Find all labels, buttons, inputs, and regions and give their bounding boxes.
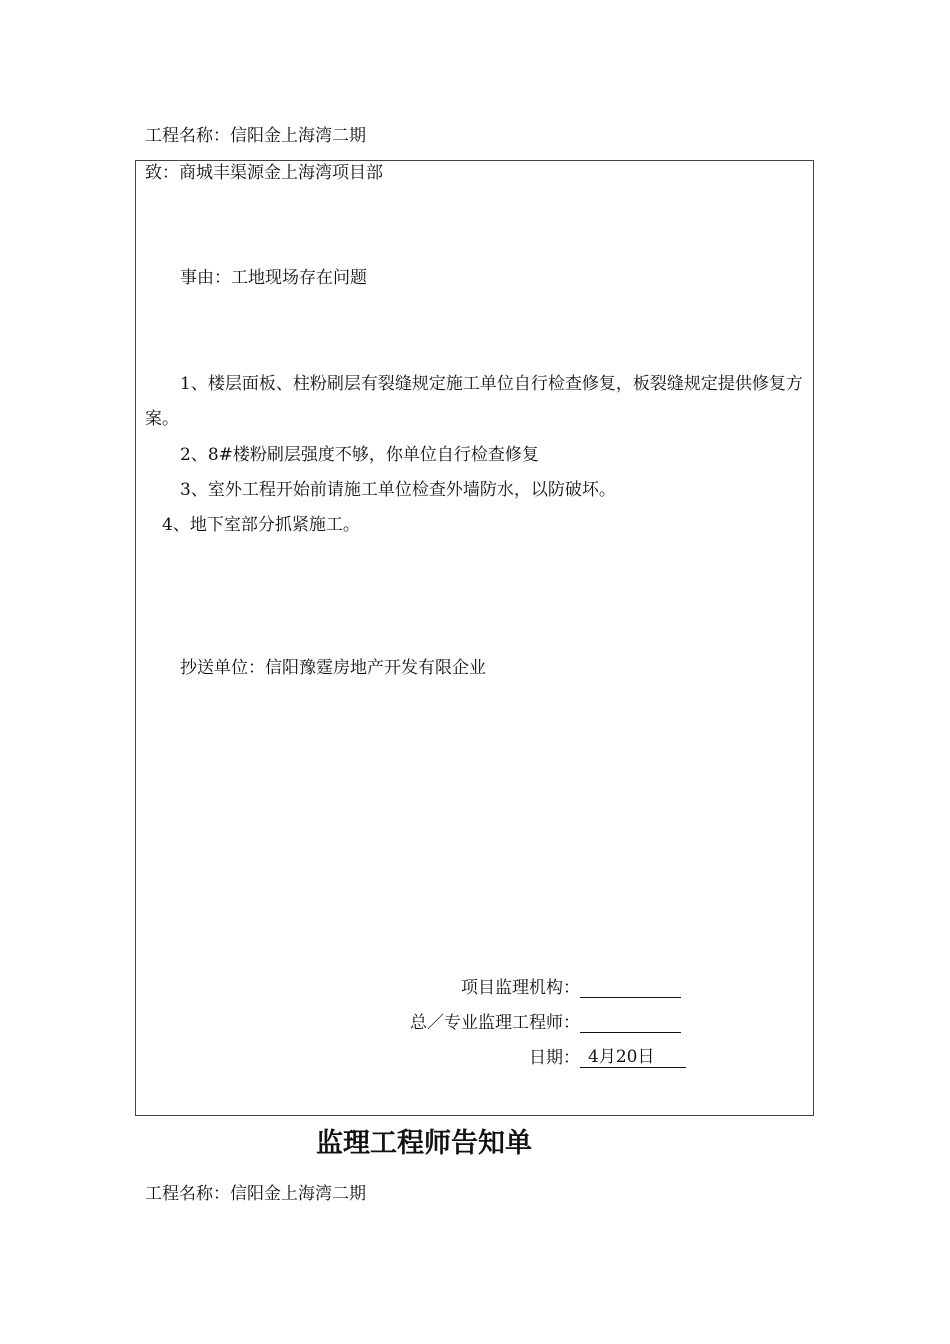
supervision-org-label: 项目监理机构： [461,978,580,998]
engineer-label: 总／专业监理工程师： [410,1013,580,1033]
cc-line: 抄送单位：信阳豫霆房地产开发有限企业 [180,658,486,678]
issue-item-4: 4、地下室部分抓紧施工。 [162,515,360,535]
project-name-line: 工程名称：信阳金上海湾二期 [145,126,366,146]
project-name-line-2: 工程名称：信阳金上海湾二期 [145,1184,366,1204]
document-title: 监理工程师告知单 [316,1128,532,1159]
supervision-org-blank [580,978,681,998]
reason-line: 事由：工地现场存在问题 [180,268,367,288]
issue-item-3: 3、室外工程开始前请施工单位检查外墙防水，以防破坏。 [180,480,616,500]
issue-item-2: 2、8#楼粉刷层强度不够，你单位自行检查修复 [180,445,539,465]
engineer-signature-blank [580,1013,681,1033]
issue-item-1: 1、楼层面板、柱粉刷层有裂缝规定施工单位自行检查修复，板裂缝规定提供修复方案。 [145,374,803,429]
date-label: 日期： [529,1048,580,1068]
date-value: 4月20日 [580,1047,686,1068]
recipient-line: 致：商城丰渠源金上海湾项目部 [145,163,383,183]
notice-form-frame [135,160,814,1116]
